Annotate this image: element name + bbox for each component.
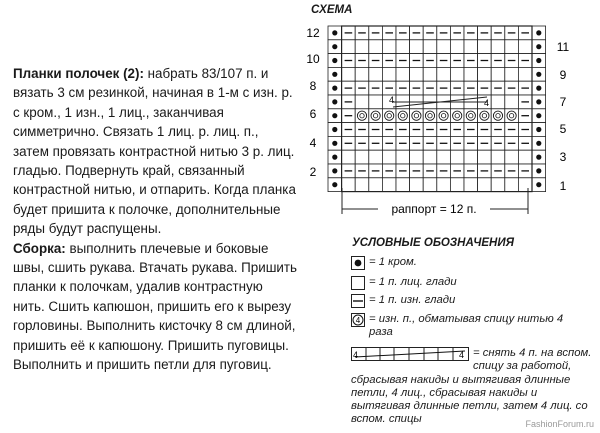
edge-stitch-dot	[332, 86, 337, 91]
edge-stitch-dot	[536, 141, 541, 146]
chart-cell	[505, 178, 519, 192]
repeat-label: раппорт = 12 п.	[391, 202, 477, 216]
edge-stitch-dot	[536, 182, 541, 187]
chart-cell	[342, 178, 356, 192]
edge-stitch-dot	[536, 168, 541, 173]
chart-cell	[410, 40, 424, 54]
edge-stitch-dot	[536, 44, 541, 49]
chart-cell	[437, 40, 451, 54]
legend-text-edge-stitch: = 1 кром.	[369, 256, 417, 268]
legend-item-purl	[351, 294, 455, 308]
edge-stitch-dot	[536, 30, 541, 35]
chart-cell	[410, 178, 424, 192]
chart-cell	[369, 150, 383, 164]
chart-cell	[423, 178, 437, 192]
edge-stitch-dot	[536, 86, 541, 91]
paragraph-assembly	[13, 239, 298, 375]
row-label-right: 3	[559, 150, 567, 164]
knit-stitch-symbol-icon	[351, 276, 365, 290]
edge-stitch-dot	[536, 58, 541, 63]
chart-cell	[505, 95, 519, 109]
chart-cell	[505, 40, 519, 54]
edge-stitch-dot	[536, 72, 541, 77]
schema-title: СХЕМА	[311, 4, 353, 16]
chart-cell	[518, 40, 532, 54]
edge-stitch-dot	[536, 127, 541, 132]
chart-cell	[355, 67, 369, 81]
legend-text-cable: = снять 4 п. на вспом. спицу за работой, сбрасывая накиды и вытягивая длинные петли, 4 лиц., сбрасывая накиды и вытягивая длинные петли, затем 4 лиц. со вспом. спицы	[351, 347, 592, 426]
chart-cell	[355, 95, 369, 109]
chart-cell	[410, 67, 424, 81]
edge-stitch-dot	[332, 99, 337, 104]
assembly-heading: Сборка:	[13, 240, 66, 256]
row-label-left: 4	[309, 136, 317, 150]
chart-cell	[423, 67, 437, 81]
watermark: FashionForum.ru	[525, 419, 594, 429]
edge-stitch-dot	[332, 113, 337, 118]
chart-cell	[478, 178, 492, 192]
chart-cell	[518, 150, 532, 164]
chart-cell	[396, 178, 410, 192]
chart-cell	[342, 67, 356, 81]
chart-cell	[410, 150, 424, 164]
row-label-right: 11	[556, 40, 570, 54]
button-bands-body: набрать 83/107 п. и вязать 3 см резинкой, начиная в 1-м с изн. р. с кром., 1 изн., 1 лиц., заканчивая симметрично. Связать 1 лиц. р. лиц. п., затем провязать контрастной нитью 3 р. лиц. гладью. Подвернуть край, связанный контрастной нитью, и отпарить. Когда планка будет пришита к полочке, дополнительные ряды будут распущены.	[13, 66, 296, 237]
edge-stitch-dot	[332, 155, 337, 160]
row-label-left: 8	[309, 79, 317, 93]
chart-cell	[450, 67, 464, 81]
chart-cell	[382, 178, 396, 192]
cable-legend-marker-right: 4	[459, 350, 465, 360]
edge-stitch-dot	[536, 99, 541, 104]
assembly-body: выполнить плечевые и боковые швы, сшить рукава. Втачать рукава. Пришить планки к полочкам, удалив контрастную нить. Сшить капюшон, пришить его к вырезу горловины. Выполнить кисточку 8 см длиной, пришить её к капюшону. Пришить пуговицы. Выполнить и пришить петли для пуговиц.	[13, 240, 298, 373]
edge-stitch-dot	[332, 127, 337, 132]
chart-grid-svg	[300, 20, 580, 220]
row-label-right: 9	[559, 68, 567, 82]
cable-legend-marker-left: 4	[353, 350, 359, 360]
chart-cell	[355, 178, 369, 192]
chart-cell	[518, 178, 532, 192]
chart-cell	[369, 67, 383, 81]
wrapped-stitch-symbol-icon	[351, 313, 365, 327]
chart-cell	[423, 40, 437, 54]
edge-stitch-dot	[332, 30, 337, 35]
legend-title: УСЛОВНЫЕ ОБОЗНАЧЕНИЯ	[352, 237, 514, 249]
chart-grid	[328, 26, 546, 192]
chart-cell	[491, 95, 505, 109]
edge-stitch-symbol-icon	[351, 256, 365, 270]
chart-cell	[437, 150, 451, 164]
row-label-right: 1	[559, 179, 567, 193]
row-label-left: 6	[309, 107, 317, 121]
chart-cell	[342, 40, 356, 54]
edge-stitch-dot	[332, 182, 337, 187]
chart-cell	[450, 150, 464, 164]
cable-marker-left: 4	[389, 95, 395, 105]
edge-stitch-dot	[332, 168, 337, 173]
chart-cell	[355, 150, 369, 164]
chart-cell	[369, 95, 383, 109]
paragraph-button-bands	[13, 64, 298, 239]
legend-text-purl: = 1 п. изн. глади	[369, 294, 456, 306]
chart-cell	[437, 67, 451, 81]
chart-cell	[505, 150, 519, 164]
chart-cell	[369, 40, 383, 54]
row-label-left: 12	[306, 26, 320, 40]
button-bands-heading: Планки полочек (2):	[13, 66, 144, 81]
row-label-right: 5	[559, 122, 567, 136]
row-label-left: 2	[309, 165, 317, 179]
purl-stitch-symbol-icon	[351, 294, 365, 308]
edge-stitch-dot	[332, 58, 337, 63]
chart-cell	[437, 178, 451, 192]
row-label-left: 10	[306, 52, 320, 66]
edge-stitch-dot	[332, 44, 337, 49]
chart-cell	[505, 67, 519, 81]
row-label-right: 7	[559, 95, 567, 109]
chart-cell	[382, 67, 396, 81]
chart-cell	[464, 67, 478, 81]
chart-cell	[382, 150, 396, 164]
knitting-chart	[300, 20, 580, 225]
edge-stitch-dot	[536, 155, 541, 160]
chart-cell	[464, 178, 478, 192]
legend-item-knit	[351, 276, 457, 290]
cable-legend-symbol-icon	[351, 347, 469, 361]
chart-cell	[491, 178, 505, 192]
chart-cell	[491, 150, 505, 164]
edge-stitch-dot	[332, 72, 337, 77]
legend-item-edge-stitch	[351, 256, 417, 270]
chart-cell	[478, 150, 492, 164]
chart-cell	[518, 67, 532, 81]
chart-cell	[464, 40, 478, 54]
wrap-count: 4	[355, 316, 361, 325]
instructions-text	[13, 64, 298, 375]
chart-cell	[478, 67, 492, 81]
chart-cell	[396, 150, 410, 164]
chart-cell	[342, 150, 356, 164]
chart-cell	[382, 40, 396, 54]
edge-stitch-dot	[536, 113, 541, 118]
legend-text-knit: = 1 п. лиц. глади	[369, 276, 457, 288]
legend-item-cable	[351, 347, 596, 427]
chart-cell	[450, 178, 464, 192]
chart-cell	[369, 178, 383, 192]
chart-cell	[450, 40, 464, 54]
chart-cell	[355, 40, 369, 54]
legend-item-wrapped-purl	[351, 313, 589, 340]
chart-cell	[396, 67, 410, 81]
chart-cell	[491, 67, 505, 81]
edge-stitch-dot	[332, 141, 337, 146]
chart-cell	[464, 150, 478, 164]
legend-text-wrapped-purl: = изн. п., обматывая спицу нитью 4 раза	[369, 313, 564, 339]
chart-cell	[478, 40, 492, 54]
chart-cell	[396, 40, 410, 54]
chart-cell	[491, 40, 505, 54]
cable-marker-right: 4	[484, 98, 490, 108]
chart-cell	[423, 150, 437, 164]
